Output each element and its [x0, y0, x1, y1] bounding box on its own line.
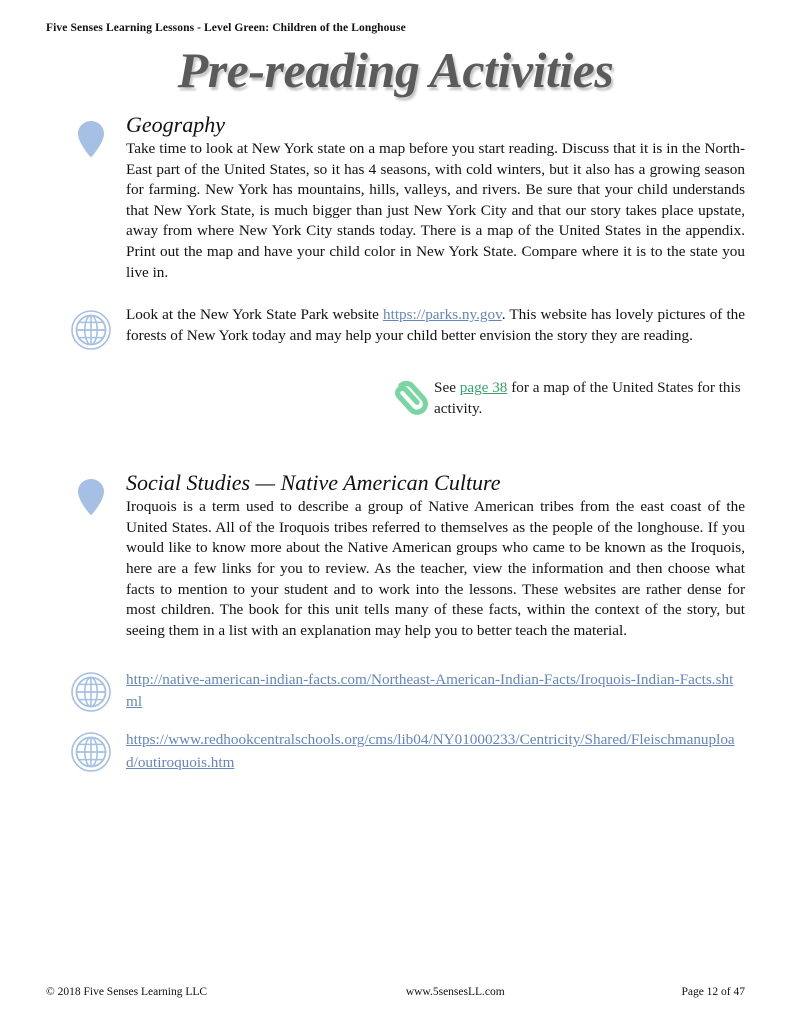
see-page-note-text — [434, 378, 745, 420]
see-page-note — [386, 378, 745, 422]
globe-icon — [68, 729, 114, 775]
page-footer — [46, 986, 745, 998]
running-header: Five Senses Learning Lessons - Level Green: Children of the Longhouse — [46, 22, 406, 34]
section-body-geography: Take time to look at New York state on a map before you start reading. Discuss that it is in the North-East part of the United States, so it has 4 seasons, with cold winters, but it also has a growing season for farming. New York has mountains, hills, valleys, and rivers. Be sure that your child understands that New York State, is much bigger than just New York City and that our story takes place upstate, away from where New York City stands today. There is a map of the United States in the appendix. Print out the map and have your child color in New York State. Compare where it is to the state you live in. — [126, 139, 745, 281]
resource-link-text — [126, 729, 745, 773]
iroquois-facts-link[interactable]: http://native-american-indian-facts.com/Northeast-American-Indian-Facts/Iroquois-Indian-Facts.shtml — [126, 671, 734, 711]
parks-website-link[interactable]: https://parks.ny.gov — [383, 306, 502, 324]
section-heading-social-studies: Social Studies — Native American Culture — [126, 470, 501, 496]
parks-website-note — [46, 305, 745, 346]
page-38-link[interactable]: page 38 — [459, 379, 508, 397]
map-pin-icon — [68, 116, 114, 162]
map-pin-icon — [68, 474, 114, 520]
parks-note-text-before: Look at the New York State Park website — [126, 306, 379, 324]
page-title: Pre-reading Activities — [177, 42, 614, 98]
section-geography — [46, 112, 745, 283]
resource-link-row — [46, 729, 745, 773]
parks-note-text — [126, 305, 745, 346]
redhook-iroquois-link[interactable]: https://www.redhookcentralschools.org/cms/lib04/NY01000233/Centricity/Shared/Fleischmanupload/outiroquois.htm — [126, 731, 735, 771]
paperclip-icon — [386, 378, 430, 422]
footer-website: www.5sensesLL.com — [405, 986, 505, 998]
resource-link-row — [46, 669, 745, 713]
see-page-text-before: See — [434, 379, 456, 397]
globe-icon — [68, 307, 114, 353]
section-social-studies — [46, 470, 745, 641]
section-body-social-studies: Iroquois is a term used to describe a group of Native American tribes from the east coast of the United States. All of the Iroquois tribes referred to themselves as the people of the longhouse. If you would like to know more about the Native American groups who came to be known as the Iroquois, here are a few links for you to review. As the teacher, view the information and then choose what facts to mention to your student and to work into the lessons. These websites are rather dense for most children. The book for this unit tells many of these facts, within the context of the story, but seeing them in a list with an explanation may help you to better teach the material. — [126, 498, 745, 639]
section-heading-geography: Geography — [126, 112, 225, 137]
see-page-text-after: for a map of the United States for this activity. — [434, 379, 741, 418]
resource-link-text — [126, 669, 745, 713]
footer-page-number: Page 12 of 47 — [681, 986, 745, 998]
globe-icon — [68, 669, 114, 715]
page-content — [46, 112, 745, 774]
parks-note-text-after: . This website has lovely pictures of the forests of New York today and may help your child better envision the story they are reading. — [126, 306, 746, 344]
footer-copyright: © 2018 Five Senses Learning LLC — [46, 986, 208, 998]
